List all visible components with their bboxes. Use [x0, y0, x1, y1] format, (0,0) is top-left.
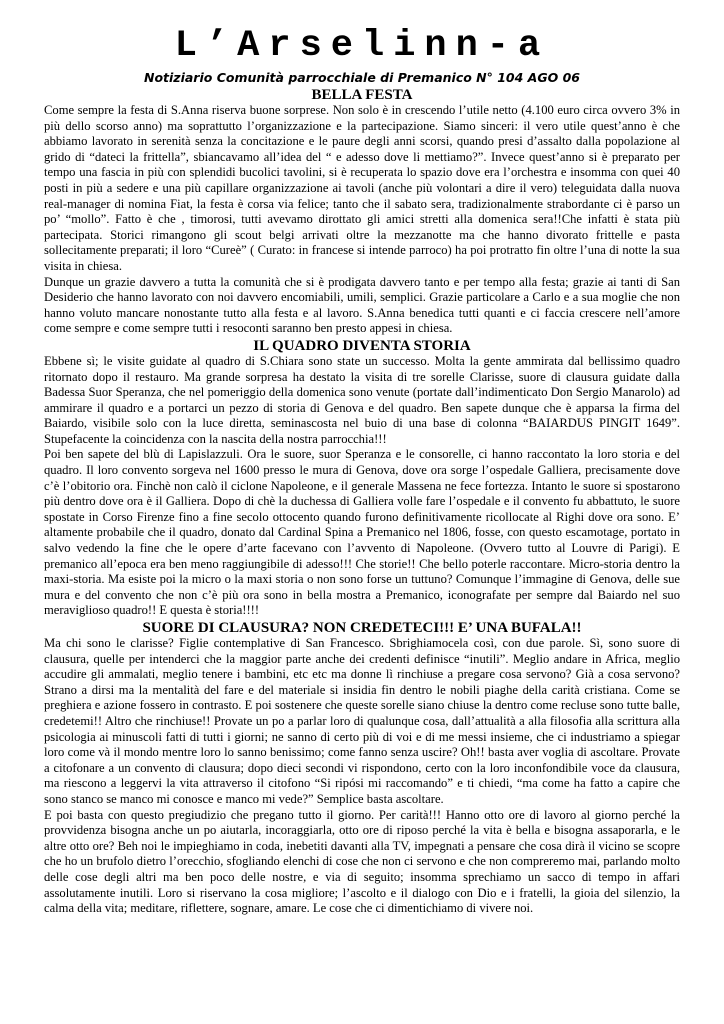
- article-heading: SUORE DI CLAUSURA? NON CREDETECI!!! E’ UNA BUFALA!!: [142, 620, 582, 636]
- article-paragraph: Ebbene sì; le visite guidate al quadro di S.Chiara sono state un successo. Molta la gente ammirata dal bellissimo quadro ritornato dopo il restauro. Ma grande sorpresa ha destato la visita di tre sorelle Clarisse, suore di clausura guidate dalla Badessa Suor Speranza, che nel pomeriggio della domenica sono venute (portate dall’indimenticato Don Sergio Manarolo) ad ammirare il quadro e a portarci un pezzo di storia di Genova e del quadro. Ben sapete dunque che è apparsa la firma del Baiardo, visibile solo con la luce diretta, seminascosta nel buio di una base di colonna “BAIARDUS PINGIT 1649”. Stupefacente la coincidenza con la nascita della nostra parrocchia!!!: [44, 353, 680, 446]
- article-paragraph: Ma chi sono le clarisse? Figlie contemplative di San Francesco. Sbrighiamocela così, con due parole. Sì, sono suore di clausura, quelle per intenderci che la maggior parte anche dei credenti definisce “inutili”. Meglio andare in Africa, meglio accudire gli ammalati, meglio tenere i bambini, etc etc ma donne lì rinchiuse a pregare cosa servono? Già a cosa servono? Strano a dirsi ma la mentalità del fare e del materiale si insidia fin dentro le nobili piaghe della carità cristiana. Come se preghiera e azione fossero in contrasto. E poi sostenere che queste sorelle siano chiuse la dentro come recluse sono tutte balle, credetemi!! Altro che rinchiuse!! Provate un po a parlar loro di qualunque cosa, dall’attualità a alla filosofia alla scrittura alla psicologia ai minuscoli fatti di tutti i giorni; ne sanno di certo più di voi e di me messi insieme, che ci industriamo a spiegar loro come và il mondo mentre loro lo sanno benissimo; come fanno senza uscire? Oh!! basta aver voglia di ascoltare. Provate a citofonare a un convento di clausura; dopo dieci secondi vi rispondono, certo con la loro inconfondibile voce da clausura, ma riescono a leggervi la vita attraverso il citofono “Si ripósi mi raccomando” e ti chiedi, “ma come ha fatto a capire che sono stanco se manco mi conosce e manco mi vede?” Semplice basta ascoltare.: [44, 636, 680, 806]
- article-heading: BELLA FESTA: [311, 87, 413, 103]
- article-suore-clausura: [44, 620, 680, 917]
- article-paragraph: Dunque un grazie davvero a tutta la comunità che si è prodigata davvero tanto e per tempo alla festa; grazie ai tanti di San Desiderio che hanno lavorato con noi davvero encomiabili, umili, semplici. Grazie particolare a Carlo e a sua moglie che non hanno voluto mancare nonostante tutto alla festa e al lavoro. S.Anna benedica tutti quanti e ci faccia crescere nell’amore come sempre e come sempre tutti i resoconti saranno ben presto appesi in chiesa.: [44, 274, 680, 336]
- article-paragraph: E poi basta con questo pregiudizio che pregano tutto il giorno. Per carità!!! Hanno otto ore di lavoro al giorno perché la provvidenza bisogna anche un po aiutarla, incoraggiarla, otto ore di riposo perché la vita è bella e bisogna assaporarla, e le altre otto ore? Beh noi le impieghiamo in coda, inebetiti davanti alla TV, impegnati a pensare che cosa dirà il vicino se scopre che ho un brufolo dietro l’orecchio, sfogliando elenchi di cose che non ci servono e che non compreremo mai, parlando molto delle cose degli altri ma ben poco delle nostre, e via di seguito; insomma sprechiamo un sacco di tempo in affari assolutamente inutili. Loro si riservano la cosa migliore; l’ascolto e il dialogo con Dio e i fratelli, la gioia del silenzio, la calma della vita; meditare, riflettere, sognare, amare. Le cose che ci dimentichiamo di vivere noi.: [44, 807, 680, 916]
- article-paragraph: Poi ben sapete del blù di Lapislazzuli. Ora le suore, suor Speranza e le consorelle, ci hanno raccontato la loro storia e del quadro. Il loro convento sorgeva nel 1600 presso le mura di Genova, dove ora sorge l’ospedale Galliera, precisamente dove c’è l’obitorio ora. Finchè non calò il ciclone Napoleone, e il generale Massena ne fece fortezza. Intanto le suore si spostarono più dentro dove ora è il Galliera. Dopo di chè la duchessa di Galliera volle fare l’ospedale e il convento fu abbattuto, le suore spostate in Corso Firenze fino a fine secolo ottocento quando furono definitivamente ricollocate al Righi dove ora sono. E’ altamente probabile che il quadro, donato dal Cardinal Spina a Premanico nel 1806, fosse, con questo escamotage, portato in salvo vedendo la fine che le opere d’arte facevano con l’avvento di Napoleone. (Ovvero tutto al Louvre di Parigi). E premanico all’epoca era ben meno raggiungibile di adesso!!! Che storie!! Che bello poterle raccontare. Micro-storia dentro la maxi-storia. Ma esiste poi la micro o la maxi storia o non sono forse un tuttuno? Comunque l’immagine di Genova, delle sue mura e del convento che non c’è più ora sono in bella mostra a Premanico, iconografate per sempre dal Baiardo nel suo meraviglioso quadro!! E questa è storia!!!!: [44, 447, 680, 618]
- article-quadro-storia: [44, 338, 680, 619]
- article-paragraph: Come sempre la festa di S.Anna riserva buone sorprese. Non solo è in crescendo l’utile netto (4.100 euro circa ovvero 3% in più dello scorso anno) ma soprattutto l’organizzazione e la partecipazione. Siamo sinceri: il vero utile quest’anno è che abbiamo lavorato in serenità senza la concitazione e le paure degli anni scorsi, quando presi d’assalto dalla popolazione al grido di “dateci la frittella”, sbiancavamo all’idea del “ e adesso dove li mettiamo?”. Invece quest’anno si è preparato per tempo una fascia in più con splendidi bucolici tavolini, si è recuperata lo spazio dove era l’orchestra e insomma con quei 40 posti in più a sedere e una più capillare organizzazione ai tavoli (anche più volontari a dire il vero) teleguidata dalla nuova real-manager di nomina Fiat, la festa è corsa via felice; tanto che il sabato sera, tradizionalmente strabordante ci è parso un po’ “mollo”. Fatto è che , timorosi, tutti avevamo dirottato gli amici stretti alla domenica sera!!Che infatti è stata più partecipata. Storici rimangono gli scout belgi arrivati oltre la mezzanotte ma che hanno divorato frittelle e pasta sollecitamente preparati; il loro “Cureè” ( Curato: in francese si intende parroco) ha poi protratto fin oltre l’una di notte la sua visita in chiesa.: [44, 103, 680, 273]
- article-bella-festa: [44, 87, 680, 337]
- masthead-title: L’Arselinn-a: [174, 25, 550, 67]
- newsletter-page: [44, 26, 680, 917]
- article-heading: IL QUADRO DIVENTA STORIA: [253, 337, 471, 354]
- newsletter-subtitle: Notiziario Comunità parrocchiale di Premanico N° 104 AGO 06: [144, 70, 580, 85]
